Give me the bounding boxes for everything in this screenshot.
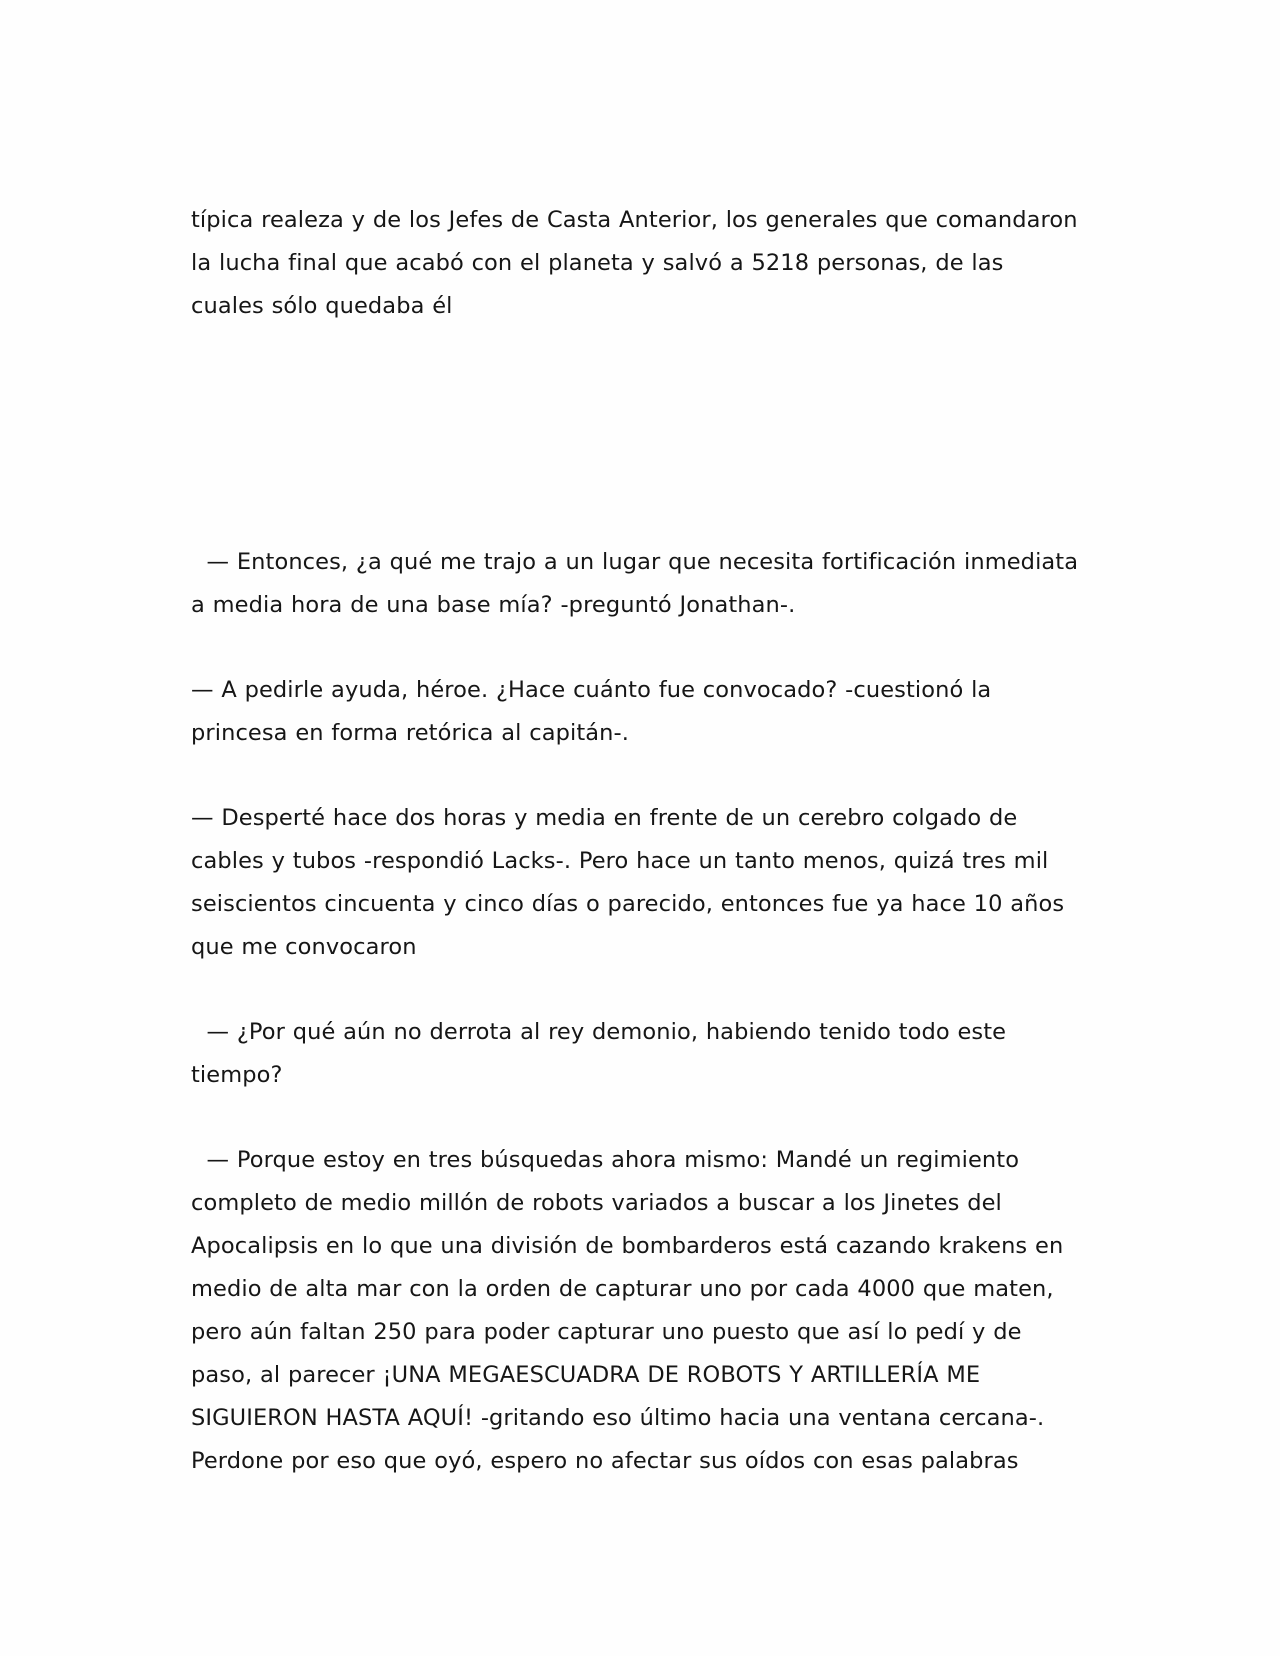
text-line: completo de medio millón de robots variados a buscar a los Jinetes del [191,1190,1002,1216]
text-line: Perdone por eso que oyó, espero no afectar sus oídos con esas palabras [191,1448,1019,1474]
text-line: cuales sólo quedaba él [191,293,453,319]
paragraph-5 [191,1011,1101,1097]
text-line: paso, al parecer ¡UNA MEGAESCUADRA DE ROBOTS Y ARTILLERÍA ME [191,1362,981,1388]
text-line: típica realeza y de los Jefes de Casta Anterior, los generales que comandaron [191,207,1078,233]
text-line: medio de alta mar con la orden de capturar uno por cada 4000 que maten, [191,1276,1054,1302]
text-line: — Desperté hace dos horas y media en frente de un cerebro colgado de [191,805,1018,831]
paragraph-1 [191,199,1101,328]
paragraph-4 [191,797,1101,969]
text-line: que me convocaron [191,934,417,960]
text-line: SIGUIERON HASTA AQUÍ! -gritando eso último hacia una ventana cercana-. [191,1405,1045,1431]
paragraph-2 [191,541,1101,627]
text-line: seiscientos cincuenta y cinco días o parecido, entonces fue ya hace 10 años [191,891,1065,917]
text-line: — Porque estoy en tres búsquedas ahora mismo: Mandé un regimiento [191,1147,1020,1173]
text-line: tiempo? [191,1062,283,1088]
text-line: — A pedirle ayuda, héroe. ¿Hace cuánto fue convocado? -cuestionó la [191,677,992,703]
text-line: — ¿Por qué aún no derrota al rey demonio, habiendo tenido todo este [191,1019,1007,1045]
text-line: princesa en forma retórica al capitán-. [191,720,629,746]
text-line: Apocalipsis en lo que una división de bombarderos está cazando krakens en [191,1233,1064,1259]
text-line: — Entonces, ¿a qué me trajo a un lugar que necesita fortificación inmediata [191,549,1079,575]
text-line: a media hora de una base mía? -preguntó Jonathan-. [191,592,796,618]
paragraph-3 [191,669,1101,755]
text-line: la lucha final que acabó con el planeta y salvó a 5218 personas, de las [191,250,1004,276]
paragraph-6 [191,1139,1101,1483]
text-line: cables y tubos -respondió Lacks-. Pero hace un tanto menos, quizá tres mil [191,848,1049,874]
text-line: pero aún faltan 250 para poder capturar uno puesto que así lo pedí y de [191,1319,1022,1345]
